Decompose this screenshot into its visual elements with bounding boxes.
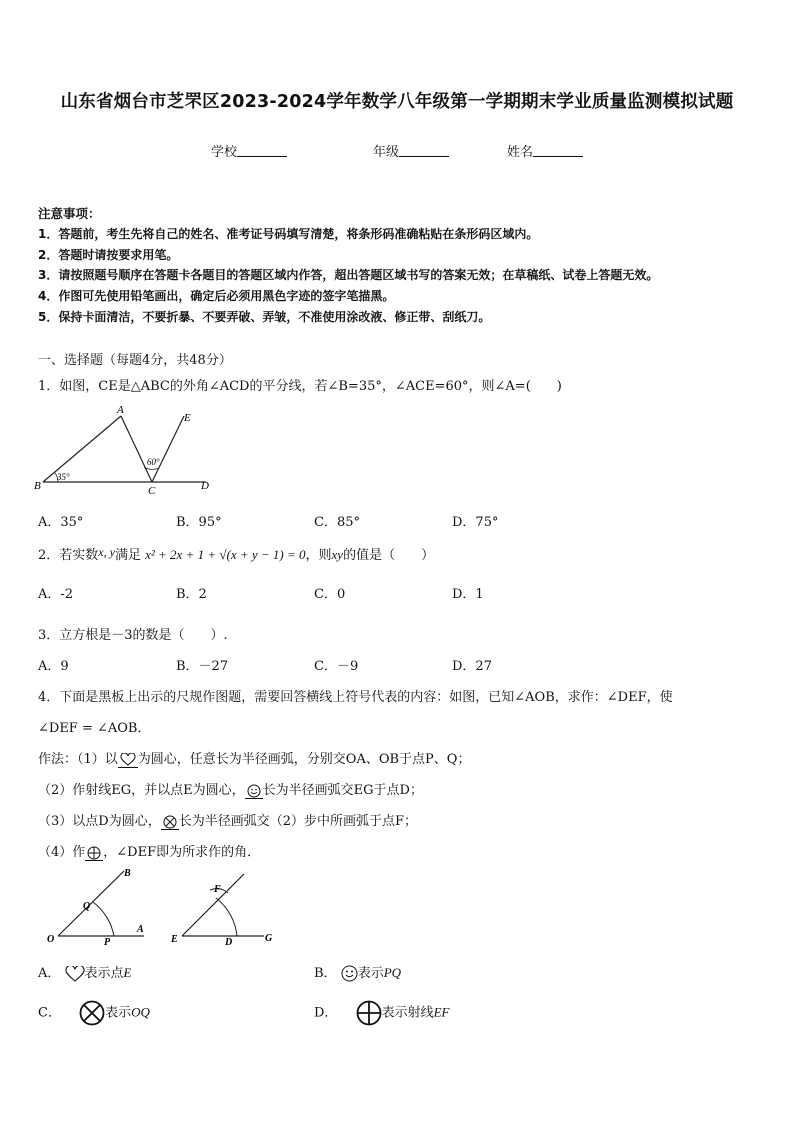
q2-xy: xy <box>331 547 344 562</box>
circle-plus-icon <box>87 846 101 860</box>
note-item: 3．请按照题号顺序在答题卡各题目的答题区域内作答，超出答题区域书写的答案无效；在草稿纸、试卷上答题无效。 <box>38 268 659 282</box>
q2-stem-post: ，则 <box>305 548 332 563</box>
q4-step1-pre: 作法：（1）以 <box>38 752 118 767</box>
q4-option-d <box>314 1000 449 1026</box>
label-a: A <box>137 924 144 935</box>
q4-step1 <box>38 748 470 767</box>
q4-step3-pre: （3）以点D为圆心， <box>38 814 161 829</box>
q4-option-a <box>38 962 132 982</box>
line-ce <box>152 416 184 482</box>
name-blank <box>533 144 583 157</box>
q2-stem <box>38 544 434 563</box>
ray-ef <box>182 874 244 936</box>
label-f: F <box>214 884 221 895</box>
q4-option-c-text: 表示 <box>105 1005 132 1021</box>
smiley-icon <box>247 784 261 798</box>
q4-angle-def-figure <box>168 866 278 946</box>
q2-option-c: C．0 <box>314 587 346 602</box>
q4-step2-pre: （2）作射线EG，并以点E为圆心， <box>38 783 245 798</box>
grade-blank <box>399 144 449 157</box>
q4-option-d-text: 表示射线 <box>381 1005 434 1021</box>
label-b: B <box>34 480 41 492</box>
school-blank <box>237 144 287 157</box>
angle-b-value: 35° <box>57 472 70 482</box>
label-d: D <box>225 937 233 946</box>
school-field <box>211 141 287 160</box>
q4-option-d-label: D． <box>314 1005 338 1021</box>
q2-stem-end: 的值是（ ） <box>343 548 435 563</box>
q3-option-d: D．27 <box>452 659 492 674</box>
ray-ob <box>58 871 124 936</box>
q1-option-c: C．85° <box>314 515 360 530</box>
q3-option-c: C．－9 <box>314 659 359 674</box>
exam-title: 山东省烟台市芝罘区2023-2024学年数学八年级第一学期期末学业质量监测模拟试题 <box>60 92 734 112</box>
q4-angle-aob-figure <box>44 866 154 946</box>
q4-option-b <box>314 962 401 982</box>
q4-step4-post: ，∠DEF即为所求作的角． <box>103 845 261 860</box>
label-a: A <box>117 404 124 416</box>
q4-step2-post: 长为半径画弧交EG于点D； <box>262 783 423 798</box>
q4-option-d-var: EF <box>433 1004 450 1020</box>
note-item: 5．保持卡面清洁，不要折暴、不要弄破、弄皱，不准使用涂改液、修正带、刮纸刀。 <box>38 310 491 324</box>
school-label: 学校 <box>211 145 238 160</box>
label-q: Q <box>83 901 91 912</box>
q4-option-b-label: B． <box>314 966 337 981</box>
q4-option-c-label: C． <box>38 1005 61 1021</box>
line-ac <box>121 416 152 482</box>
q4-stem-line2: ∠DEF = ∠AOB． <box>38 721 151 736</box>
angle-c-value: 60° <box>147 457 160 467</box>
note-item: 2．答题时请按要求用笔。 <box>38 248 179 262</box>
q3-option-a: A．9 <box>38 659 69 674</box>
grade-field <box>373 141 449 160</box>
q2-equation: x² + 2x + 1 + √(x + y − 1) = 0 <box>145 547 306 562</box>
line-ba <box>43 416 121 482</box>
q1-option-d: D．75° <box>452 515 499 530</box>
heart-icon <box>65 966 85 982</box>
note-item: 4．作图可先使用铅笔画出，确定后必须用黑色字迹的签字笔描黑。 <box>38 289 395 303</box>
q3-option-b: B．－27 <box>176 659 229 674</box>
circle-plus-blank <box>85 845 103 861</box>
smiley-blank <box>245 783 263 799</box>
q4-option-a-var: E <box>123 965 132 980</box>
q4-option-a-label: A． <box>38 966 61 981</box>
q4-step2 <box>38 779 423 798</box>
q1-triangle-figure <box>34 403 219 495</box>
name-field <box>507 141 583 160</box>
q3-stem: 3．立方根是－3的数是（ ）. <box>38 628 228 643</box>
q2-stem-pre: 2．若实数 <box>38 548 99 563</box>
q4-step4-pre: （4）作 <box>38 845 86 860</box>
arc-pq <box>93 902 114 936</box>
q2-stem-mid: 满足 <box>114 548 141 563</box>
q4-option-c <box>38 1000 150 1026</box>
q4-option-b-text: 表示 <box>357 966 384 981</box>
q2-option-a: A．-2 <box>38 587 74 602</box>
q4-option-a-text: 表示点 <box>84 966 124 981</box>
q4-step1-post: 为圆心，任意长为半径画弧，分别交OA、OB于点P、Q； <box>137 752 471 767</box>
label-g: G <box>265 933 273 944</box>
name-label: 姓名 <box>507 145 534 160</box>
heart-blank <box>118 752 138 768</box>
arc-df <box>216 898 237 936</box>
label-d: D <box>201 480 209 492</box>
q1-stem: 1．如图，CE是△ABC的外角∠ACD的平分线，若∠B=35°，∠ACE=60°，则∠A=( ) <box>38 379 562 394</box>
circle-x-icon <box>79 1000 105 1026</box>
q4-stem-line1: 4．下面是黑板上出示的尺规作图题，需要回答横线上符号代表的内容：如图，已知∠AOB，求作：∠DEF，使 <box>38 690 673 705</box>
label-o: O <box>47 934 55 945</box>
label-c: C <box>148 485 156 495</box>
q4-option-c-var: OQ <box>131 1004 150 1020</box>
q1-option-b: B．95° <box>176 515 222 530</box>
label-e: E <box>184 412 191 424</box>
note-item: 1．答题前，考生先将自己的姓名、准考证号码填写清楚，将条形码准确粘贴在条形码区域内。 <box>38 227 539 241</box>
section-heading: 一、选择题（每题4分，共48分） <box>38 353 232 368</box>
q4-step3-post: 长为半径画弧交（2）步中所画弧于点F； <box>178 814 417 829</box>
label-e: E <box>171 934 178 945</box>
heart-icon <box>120 753 136 766</box>
q4-step3 <box>38 810 417 829</box>
q2-vars: x, y <box>98 545 115 559</box>
notes-heading: 注意事项： <box>38 206 101 221</box>
circle-x-blank <box>161 814 179 830</box>
grade-label: 年级 <box>373 145 400 160</box>
circle-x-icon <box>163 815 177 829</box>
q2-option-d: D．1 <box>452 587 484 602</box>
q4-step4 <box>38 841 260 860</box>
smiley-icon <box>341 965 358 982</box>
circle-plus-icon <box>356 1000 382 1026</box>
q2-option-b: B．2 <box>176 587 207 602</box>
q4-option-b-var: PQ <box>383 965 402 980</box>
label-b: B <box>124 868 131 879</box>
q1-option-a: A．35° <box>38 515 84 530</box>
label-p: P <box>104 937 111 946</box>
